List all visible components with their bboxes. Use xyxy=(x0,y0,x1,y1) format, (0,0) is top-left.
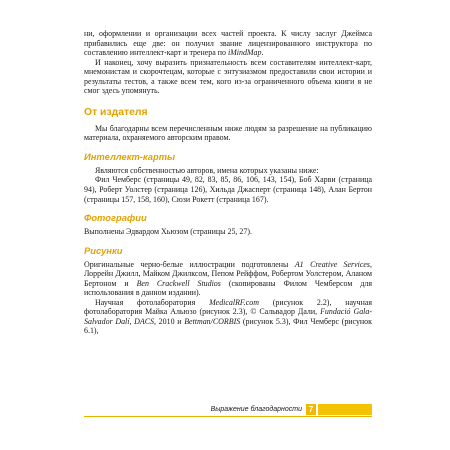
page-number: 7 xyxy=(306,404,316,415)
mindmaps-text: Являются собственностью авторов, имена которых указаны ниже: xyxy=(95,165,319,175)
figures-text-a: Оригинальные черно-белые иллюстрации подготовлены xyxy=(84,259,295,269)
publisher-text: Мы благодарны всем перечисленным ниже людям за разрешение на публикацию материала, охраняемого авторским правом. xyxy=(84,123,372,143)
intro-paragraph-1 xyxy=(84,29,372,58)
credits-b: (рисунок 2.2), научная фотолаборатория Майка Альюзо (рисунок 2.3), © Сальвадор Дали, xyxy=(84,297,372,317)
page-footer xyxy=(0,404,450,418)
credits-b-italic: Fundació Gala-Salvador Dalí, DACS xyxy=(84,307,372,326)
credits-d: (рисунок 5.3), Фил Чемберс (рисунок 6.1), xyxy=(84,316,373,336)
figures-credits xyxy=(84,298,372,336)
figures-text-c: (скопированы Филом Чемберсом для использования в данном издании). xyxy=(84,278,373,298)
footer-rule xyxy=(84,416,372,417)
figures-heading: Рисунки xyxy=(84,244,123,256)
running-footer-title: Выражение благодарности xyxy=(210,406,302,413)
intro-p1-end: . xyxy=(261,48,264,58)
figures-text-b-italic: Ben Crackwell Studios xyxy=(136,278,221,288)
mindmaps-heading: Интеллект-карты xyxy=(84,150,176,162)
publisher-heading: От издателя xyxy=(84,106,148,118)
credits-a-italic: MedicalRF.com xyxy=(209,297,259,307)
credits-c: , 2010 и xyxy=(154,316,185,326)
photos-heading: Фотографии xyxy=(84,212,147,224)
mindmaps-list: Фил Чемберс (страницы 49, 82, 83, 85, 86, 106, 143, 154), Боб Харви (страница 94), Роберт Уолстер (страница 126), Хильда Джасперт (страница 148), Алан Бертон (страницы 157, 158, 160), Сюзи Рокетт (страница 167). xyxy=(84,175,372,204)
figures-text xyxy=(84,260,372,298)
figures-text-b: , Лоррейн Джилл, Майком Джилксом, Пепом Рейффом, Робертом Уолстером, Аланом Бертоном и xyxy=(84,259,372,288)
intro-paragraph-2: И наконец, хочу выразить признательность всем составителям интеллект-карт, мнемонистам и скорочтецам, которые с энтузиазмом предоставили свои истории и результаты тестов, а также всем тем, кого из-за ограниченного объема книги я не смог здесь упомянуть. xyxy=(84,57,372,96)
intro-p1-italic: iMindMap xyxy=(227,48,262,58)
credits-c-italic: Bettman/CORBIS xyxy=(184,316,241,326)
intro-p1-text: ни, оформлении и организации всех частей проекта. К числу заслуг Джеймса прибавились еще две: он получил звание лицензированного инструктора по составлению интеллект-карт и тренера по xyxy=(84,29,372,58)
footer-accent-bar xyxy=(318,404,372,415)
photos-text: Выполнены Эдвардом Хьюзом (страницы 25, 27). xyxy=(84,227,252,237)
figures-text-a-italic: A1 Creative Services xyxy=(294,259,371,269)
credits-a: Научная фотолаборатория xyxy=(95,297,210,307)
text-column xyxy=(84,29,372,336)
